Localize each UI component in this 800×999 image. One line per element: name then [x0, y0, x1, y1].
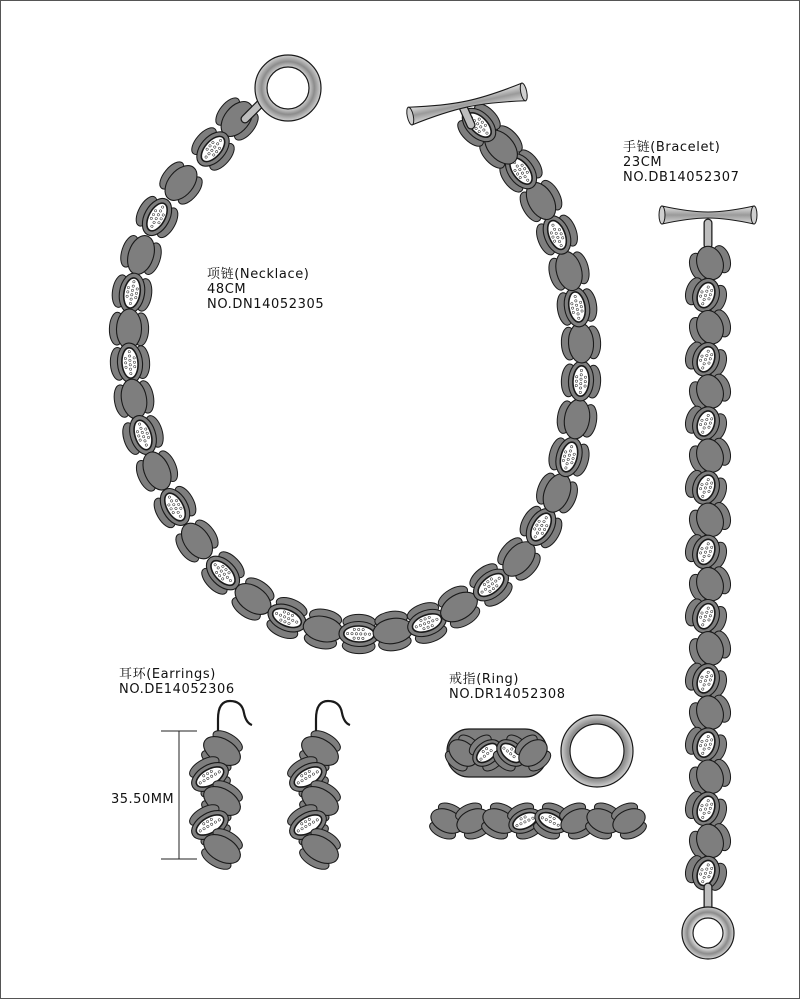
bracelet-label: [623, 140, 739, 185]
earrings-name: 耳环(Earrings): [119, 667, 216, 682]
ring-label: [449, 672, 566, 702]
earrings-drawing: [183, 701, 350, 875]
necklace-link: [560, 360, 601, 402]
bracelet-number: NO.DB14052307: [623, 170, 740, 185]
ring-name: 戒指(Ring): [449, 672, 520, 687]
necklace-label: [207, 267, 324, 312]
necklace-number: NO.DN14052305: [207, 297, 325, 312]
necklace-link: [116, 230, 166, 280]
ring-side-view: [440, 729, 557, 777]
necklace-link: [554, 396, 599, 442]
ring-drawing: [424, 715, 651, 844]
necklace-ring-clasp: [255, 55, 321, 121]
bracelet-ring-clasp: [682, 907, 734, 959]
earring-drop-length: 35.50MM: [111, 792, 175, 807]
earrings-number: NO.DE14052306: [119, 682, 235, 697]
ring-front-view: [561, 715, 633, 787]
bracelet-name: 手链(Bracelet): [623, 140, 721, 155]
ring-unrolled-view: [424, 798, 651, 844]
ring-number: NO.DR14052308: [449, 687, 566, 702]
earring-left: [183, 701, 252, 875]
necklace-link: [554, 284, 599, 330]
necklace-length: 48CM: [207, 282, 247, 297]
bracelet-drawing: [659, 206, 757, 959]
earrings-label: [119, 667, 235, 697]
necklace-name: 项链(Necklace): [207, 267, 310, 282]
earring-right: [281, 701, 350, 875]
necklace-link: [109, 342, 151, 385]
bracelet-length: 23CM: [623, 155, 663, 170]
necklace-drawing: [109, 55, 602, 654]
necklace-link: [560, 322, 601, 364]
